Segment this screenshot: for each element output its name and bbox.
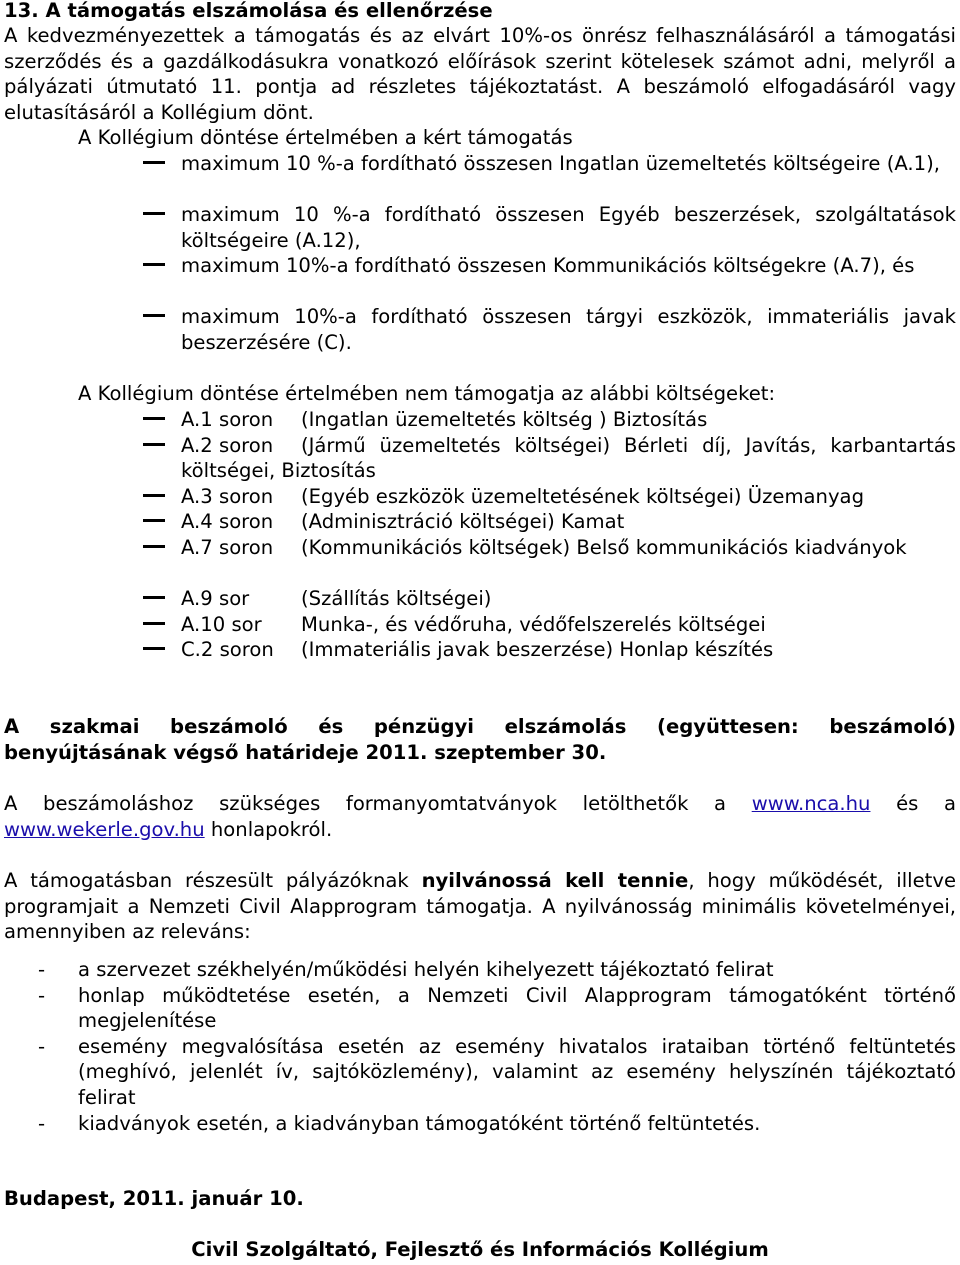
publicity-paragraph: A támogatásban részesült pályázóknak nyilvánossá kell tennie, hogy működését, illetve programjait a Nemzeti Civil Alapprogram támogatja. A nyilvánosság minimális követelményei, amennyiben az releváns:: [4, 869, 956, 944]
decision1-list: [4, 151, 956, 355]
dateline: Budapest, 2011. január 10.: [4, 1187, 304, 1210]
section-heading: 13. A támogatás elszámolása és ellenőrzése: [4, 0, 493, 22]
dash-icon: [143, 586, 165, 612]
list-item: maximum 10 %-a fordítható összesen Ingatlan üzemeltetés költségeire (A.1),: [4, 151, 956, 202]
dash-icon: [143, 151, 165, 177]
decision1-lead: A Kollégium döntése értelmében a kért támogatás: [78, 126, 573, 149]
list-item: A.10 sor Munka-, és védőruha, védőfelszerelés költségei: [4, 612, 956, 638]
list-item: A.2 soron (Jármű üzemeltetés költségei) Bérleti díj, Javítás, karbantartás költségei, Biztosítás: [4, 433, 956, 484]
dash-icon: [143, 612, 165, 638]
list-item: - honlap működtetése esetén, a Nemzeti Civil Alapprogram támogatóként történő megjelenítése: [38, 983, 956, 1033]
dash-icon: -: [38, 983, 46, 1007]
dash-icon: [143, 535, 165, 561]
forms-paragraph: A beszámoláshoz szükséges formanyomtatványok letölthetők a www.nca.hu és a www.wekerle.gov.hu honlapokról.: [4, 792, 956, 841]
publicity-list: [4, 957, 956, 1136]
list-item: maximum 10 %-a fordítható összesen Egyéb beszerzések, szolgáltatások költségeire (A.12),: [4, 202, 956, 253]
wekerle-link[interactable]: www.wekerle.gov.hu: [4, 817, 205, 841]
decision2-list: [4, 407, 956, 663]
dash-icon: -: [38, 958, 46, 981]
list-item: A.9 sor (Szállítás költségei): [4, 586, 956, 612]
dash-icon: [143, 433, 165, 459]
list-item: maximum 10%-a fordítható összesen tárgyi eszközök, immateriális javak beszerzésére (C).: [4, 304, 956, 355]
dash-icon: [143, 253, 165, 279]
list-item: maximum 10%-a fordítható összesen Kommunikációs költségekre (A.7), és: [4, 253, 956, 304]
list-item: A.7 soron (Kommunikációs költségek) Belső kommunikációs kiadványok: [4, 535, 956, 586]
list-item: A.3 soron (Egyéb eszközök üzemeltetésének költségei) Üzemanyag: [4, 484, 956, 510]
list-item: A.1 soron (Ingatlan üzemeltetés költség ) Biztosítás: [4, 407, 956, 433]
list-item: - esemény megvalósítása esetén az esemény hivatalos irataiban történő feltüntetés (meghívó, jelenlét ív, sajtóközlemény), valamint az esemény helyszínén tájékoztató felirat: [38, 1034, 956, 1109]
dash-icon: [143, 484, 165, 510]
signature: Civil Szolgáltató, Fejlesztő és Információs Kollégium: [191, 1238, 769, 1261]
list-item: - kiadványok esetén, a kiadványban támogatóként történő feltüntetés.: [38, 1111, 761, 1135]
intro-paragraph: A kedvezményezettek a támogatás és az elvárt 10%-os önrész felhasználásáról a támogatási szerződés és a gazdálkodásukra vonatkozó előírások szerint kötelesek számot adni, melyről a pályázati útmutató 11. pontja ad részletes tájékoztatást. A beszámoló elfogadásáról vagy elutasításáról a Kollégium dönt.: [4, 24, 956, 124]
list-item: - a szervezet székhelyén/működési helyén kihelyezett tájékoztató felirat: [38, 958, 774, 981]
list-item: A.4 soron (Adminisztráció költségei) Kamat: [4, 509, 956, 535]
decision2-lead: A Kollégium döntése értelmében nem támogatja az alábbi költségeket:: [78, 382, 776, 405]
nca-link[interactable]: www.nca.hu: [751, 792, 871, 815]
dash-icon: -: [38, 1034, 46, 1058]
deadline-paragraph: A szakmai beszámoló és pénzügyi elszámolás (együttesen: beszámoló) benyújtásának végső határideje 2011. szeptember 30.: [4, 715, 956, 764]
dash-icon: [143, 637, 165, 663]
dash-icon: [143, 304, 165, 330]
dash-icon: [143, 202, 165, 228]
list-item: C.2 soron (Immateriális javak beszerzése) Honlap készítés: [4, 637, 956, 663]
dash-icon: -: [38, 1111, 46, 1135]
dash-icon: [143, 407, 165, 433]
dash-icon: [143, 509, 165, 535]
